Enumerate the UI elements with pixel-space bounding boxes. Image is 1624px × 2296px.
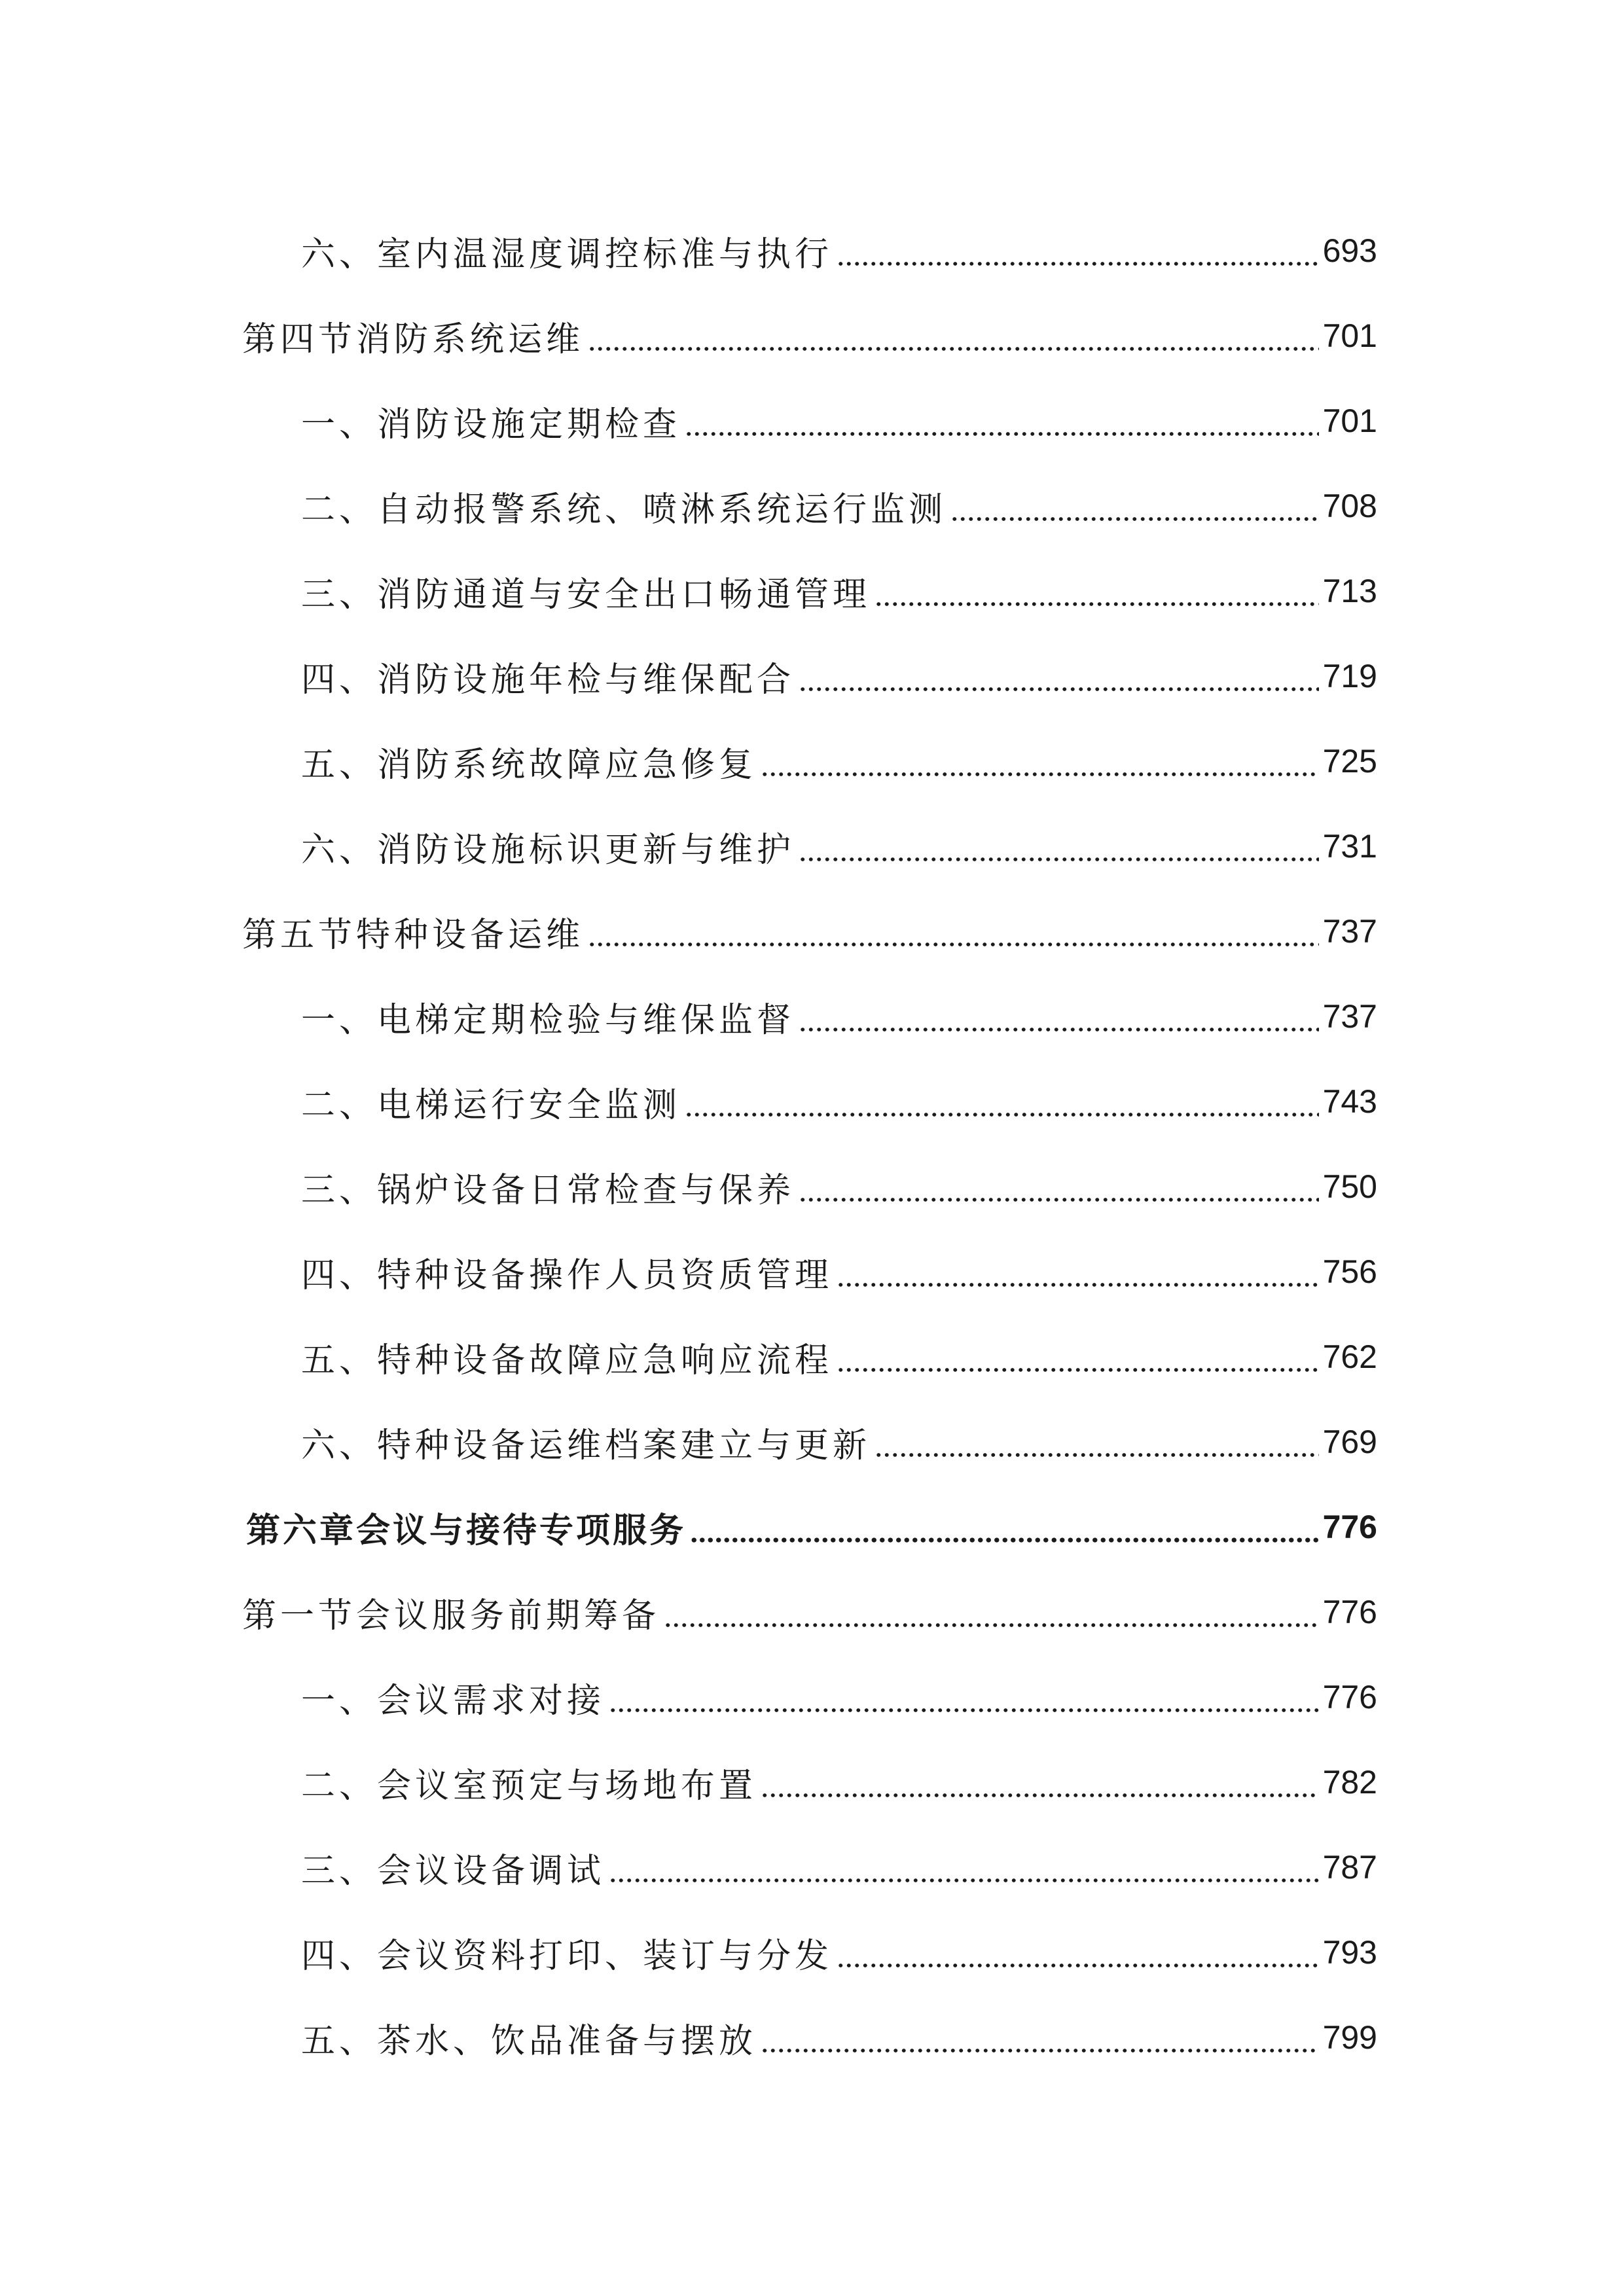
toc-entry-page: 756 <box>1322 1253 1377 1290</box>
toc-entry-title: 一、电梯定期检验与维保监督 <box>301 1000 795 1040</box>
toc-entry-page: 776 <box>1322 1679 1377 1715</box>
dot-leader <box>837 234 1319 268</box>
dot-leader <box>875 574 1319 608</box>
toc-entry-title: 三、锅炉设备日常检查与保养 <box>301 1170 795 1210</box>
toc-entry[interactable] <box>0 974 1377 1059</box>
toc-entry[interactable] <box>0 548 1377 634</box>
toc-entry[interactable] <box>0 1399 1377 1484</box>
toc-entry-title: 五、茶水、饮品准备与摆放 <box>301 2021 757 2061</box>
toc-entry-title: 四、消防设施年检与维保配合 <box>301 660 795 700</box>
toc-entry-page: 701 <box>1322 403 1377 439</box>
toc-entry-page: 762 <box>1322 1338 1377 1375</box>
toc-entry[interactable] <box>0 889 1377 974</box>
toc-entry[interactable] <box>0 1059 1377 1144</box>
toc-entry-chapter[interactable] <box>0 1484 1377 1570</box>
toc-entry-title: 二、自动报警系统、喷淋系统运行监测 <box>301 490 947 529</box>
toc-entry-title: 四、会议资料打印、装订与分发 <box>301 1936 833 1976</box>
toc-entry-page: 743 <box>1322 1083 1377 1120</box>
dot-leader <box>588 319 1319 353</box>
toc-entry-page: 769 <box>1322 1424 1377 1460</box>
toc-entry-title: 二、电梯运行安全监测 <box>301 1085 681 1125</box>
dot-leader <box>588 914 1319 948</box>
toc-entry-title: 三、消防通道与安全出口畅通管理 <box>301 575 871 615</box>
toc-entry-title: 第一节会议服务前期筹备 <box>242 1596 660 1636</box>
toc-entry-title: 三、会议设备调试 <box>301 1851 605 1891</box>
toc-entry-page: 787 <box>1322 1849 1377 1886</box>
toc-entry-title: 六、消防设施标识更新与维护 <box>301 830 795 870</box>
toc-entry-title: 一、消防设施定期检查 <box>301 404 681 444</box>
toc-entry-page: 776 <box>1322 1509 1377 1545</box>
toc-entry-title: 五、特种设备故障应急响应流程 <box>301 1340 833 1380</box>
toc-entry-title: 四、特种设备操作人员资质管理 <box>301 1255 833 1295</box>
dot-leader <box>609 1850 1319 1884</box>
toc-entry-title: 六、特种设备运维档案建立与更新 <box>301 1426 871 1465</box>
toc-entry[interactable] <box>0 719 1377 804</box>
toc-entry-page: 708 <box>1322 488 1377 524</box>
toc-entry[interactable] <box>0 1995 1377 2080</box>
toc-entry-page: 737 <box>1322 998 1377 1035</box>
toc-entry-page: 701 <box>1322 317 1377 354</box>
toc-entry-page: 737 <box>1322 913 1377 950</box>
toc-entry-page: 799 <box>1322 2019 1377 2056</box>
toc-entry[interactable] <box>0 1229 1377 1314</box>
toc-entry-page: 782 <box>1322 1764 1377 1801</box>
toc-entry-page: 793 <box>1322 1934 1377 1971</box>
toc-entry-page: 750 <box>1322 1168 1377 1205</box>
toc-entry-title: 第六章会议与接待专项服务 <box>246 1511 687 1551</box>
dot-leader <box>685 1085 1319 1119</box>
dot-leader <box>761 744 1319 778</box>
table-of-contents <box>0 208 1624 2080</box>
dot-leader <box>837 1935 1319 1969</box>
dot-leader <box>837 1255 1319 1289</box>
toc-entry[interactable] <box>0 1570 1377 1655</box>
toc-entry[interactable] <box>0 1910 1377 1995</box>
toc-entry[interactable] <box>0 208 1377 293</box>
toc-entry-page: 719 <box>1322 658 1377 694</box>
toc-entry-page: 713 <box>1322 573 1377 609</box>
toc-entry-title: 一、会议需求对接 <box>301 1681 605 1721</box>
toc-entry[interactable] <box>0 1314 1377 1399</box>
toc-entry[interactable] <box>0 634 1377 719</box>
toc-entry[interactable] <box>0 378 1377 463</box>
dot-leader <box>761 1765 1319 1799</box>
dot-leader <box>875 1425 1319 1459</box>
toc-entry-title: 五、消防系统故障应急修复 <box>301 745 757 785</box>
dot-leader <box>799 1170 1319 1204</box>
toc-entry[interactable] <box>0 463 1377 548</box>
toc-entry-title: 第五节特种设备运维 <box>242 915 585 955</box>
toc-entry[interactable] <box>0 1655 1377 1740</box>
dot-leader <box>799 829 1319 863</box>
toc-entry-title: 六、室内温湿度调控标准与执行 <box>301 234 833 274</box>
toc-entry-page: 731 <box>1322 828 1377 865</box>
toc-entry-page: 725 <box>1322 743 1377 780</box>
toc-entry[interactable] <box>0 1740 1377 1825</box>
dot-leader <box>837 1340 1319 1374</box>
dot-leader <box>685 404 1319 438</box>
toc-entry[interactable] <box>0 293 1377 378</box>
dot-leader <box>609 1680 1319 1714</box>
toc-entry-title: 第四节消防系统运维 <box>242 319 585 359</box>
toc-entry-page: 776 <box>1322 1594 1377 1630</box>
dot-leader <box>690 1510 1319 1544</box>
dot-leader <box>761 2020 1319 2054</box>
toc-entry-page: 693 <box>1322 232 1377 269</box>
dot-leader <box>799 659 1319 693</box>
toc-entry[interactable] <box>0 804 1377 889</box>
dot-leader <box>950 489 1319 523</box>
toc-entry-title: 二、会议室预定与场地布置 <box>301 1766 757 1806</box>
dot-leader <box>799 999 1319 1033</box>
toc-entry[interactable] <box>0 1825 1377 1910</box>
dot-leader <box>664 1595 1319 1629</box>
toc-entry[interactable] <box>0 1144 1377 1229</box>
